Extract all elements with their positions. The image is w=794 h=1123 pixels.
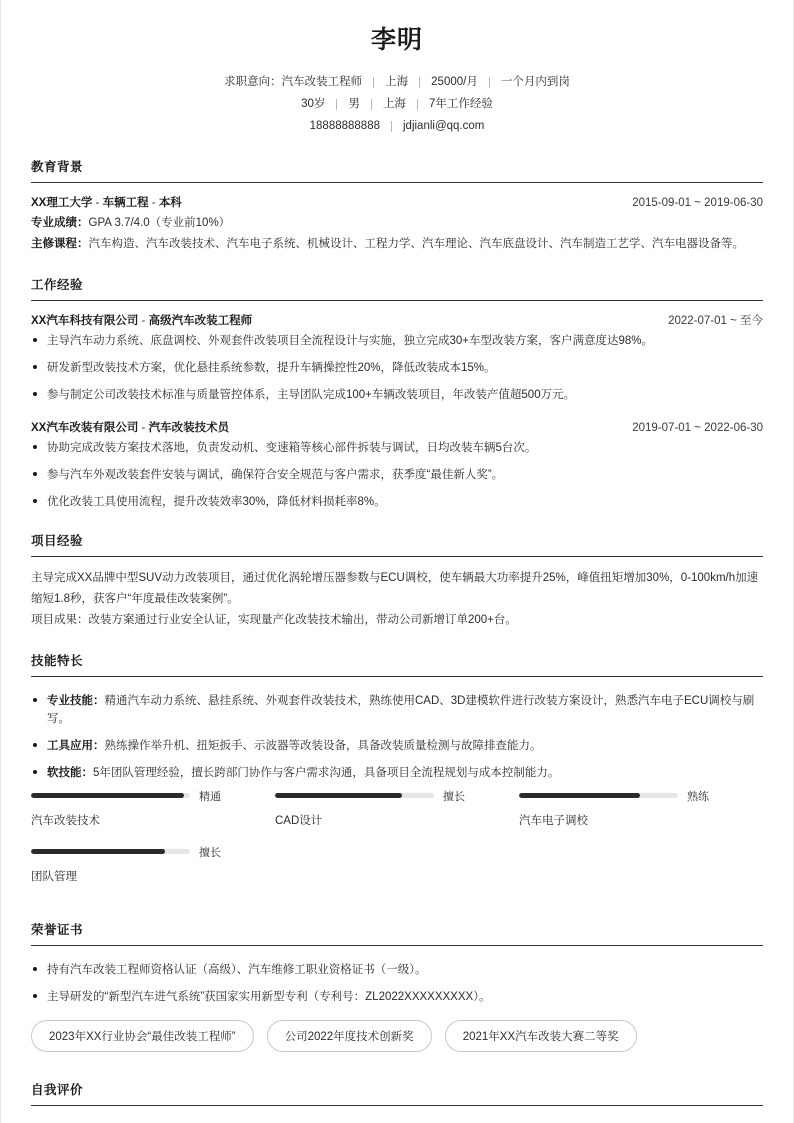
bullet-dot-icon: [33, 743, 37, 747]
personal-gender: 男: [348, 97, 360, 110]
meta-separator: [417, 99, 418, 110]
list-item: [31, 493, 763, 511]
list-item: [31, 692, 763, 728]
candidate-name: 李明: [370, 26, 423, 54]
education-school: XX理工大学: [31, 196, 93, 209]
list-item: [31, 386, 763, 404]
work-entry-head: [31, 419, 763, 435]
list-item: [31, 764, 763, 782]
honors-bullet-list: [31, 961, 763, 1006]
skill-bar-item: [31, 788, 275, 828]
skill-bullet-label: 工具应用：: [47, 739, 105, 752]
work-bullet-text: 研发新型改装技术方案，优化悬挂系统参数，提升车辆操控性20%，降低改装成本15%。: [47, 361, 496, 374]
list-item: [31, 332, 763, 350]
skills-bullet-list: [31, 692, 763, 782]
meta-separator: [419, 77, 420, 88]
education-major: 车辆工程: [102, 196, 149, 209]
bullet-dot-icon: [33, 365, 37, 369]
bullet-dot-icon: [33, 499, 37, 503]
job-intent-city: 上海: [385, 75, 409, 88]
section-project: [31, 531, 763, 631]
skill-bar-track: [31, 849, 190, 854]
section-body-skills: [31, 677, 763, 900]
skill-bullet-text: 精通汽车动力系统、悬挂系统、外观套件改装技术，熟练使用CAD、3D建模软件进行改装方案设计，熟悉汽车电子ECU调校与刷写。: [47, 694, 755, 725]
skill-bar-item: [275, 788, 519, 828]
work-bullet-text: 优化改装工具使用流程，提升改装效率30%，降低材料损耗率8%。: [47, 495, 386, 508]
skill-bullet-text: 熟练操作举升机、扭矩扳手、示波器等改装设备，具备改装质量检测与故障排查能力。: [104, 739, 542, 752]
job-intent-line: [31, 71, 763, 93]
education-courses-value: 汽车构造、汽车改装技术、汽车电子系统、机械设计、工程力学、汽车理论、汽车底盘设计、汽车制造工艺学、汽车电器设备等。: [88, 237, 744, 250]
skill-name-label: 团队管理: [31, 870, 77, 883]
skill-bar-row: [31, 844, 221, 860]
bullet-dot-icon: [33, 698, 37, 702]
section-skills: [31, 651, 763, 900]
skill-level-label: 熟练: [686, 790, 709, 803]
list-item: [31, 961, 763, 979]
work-entry-head: [31, 312, 763, 328]
meta-separator: [489, 77, 490, 88]
bullet-dot-icon: [33, 445, 37, 449]
skill-bar-track: [31, 793, 190, 798]
education-gpa-label: 专业成绩：: [31, 216, 89, 229]
skill-name-label: CAD设计: [274, 814, 323, 827]
skill-level-label: 擅长: [198, 846, 221, 859]
section-body-education: [31, 183, 763, 255]
skill-bar-track: [519, 793, 678, 798]
work-company: XX汽车科技有限公司: [31, 314, 139, 327]
education-courses-label: 主修课程：: [31, 237, 89, 250]
project-description: 主导完成XX品牌中型SUV动力改装项目，通过优化涡轮增压器参数与ECU调校，使车辆最大功率提升25%，峰值扭矩增加30%，0-100km/h加速缩短1.8秒，获客户“年度最佳改装案例”。: [31, 571, 759, 605]
skill-bar-track: [275, 793, 434, 798]
list-item: [31, 737, 763, 755]
work-entry: [31, 419, 763, 511]
bullet-dot-icon: [33, 967, 37, 971]
list-item: [31, 988, 763, 1006]
resume-header: [31, 0, 763, 137]
work-bullet-text: 参与制定公司改装技术标准与质量管控体系，主导团队完成100+车辆改装项目，年改装产值超500万元。: [47, 388, 576, 401]
education-entry-title: XX理工大学 - 车辆工程 - 本科: [31, 196, 182, 209]
skill-bullet-text: 5年团队管理经验，擅长跨部门协作与客户需求沟通，具备项目全流程规划与成本控制能力。: [93, 766, 560, 779]
skill-bar-item: [519, 788, 763, 828]
education-gpa-value: GPA 3.7/4.0（专业前10%）: [88, 216, 231, 229]
skill-bar-fill: [31, 793, 184, 798]
job-intent-label: 求职意向：: [224, 75, 282, 88]
skill-bar-fill: [31, 849, 165, 854]
personal-age: 30岁: [301, 97, 326, 110]
award-tag: 2023年XX行业协会“最佳改装工程师”: [31, 1020, 254, 1052]
section-body-honors: [31, 946, 763, 1062]
section-title-project: 项目经验: [31, 531, 763, 557]
work-entry: [31, 312, 763, 404]
work-entry-title: XX汽车改装有限公司 - 汽车改装技术员: [31, 421, 230, 434]
honor-bullet-text: 主导研发的“新型汽车进气系统”获国家实用新型专利（专利号：ZL2022XXXXXXXXX）。: [47, 990, 491, 1003]
bullet-dot-icon: [33, 770, 37, 774]
section-title-honors: 荣誉证书: [31, 920, 763, 946]
skill-bar-row: [31, 788, 221, 804]
personal-info-line: [31, 93, 763, 115]
project-outcome: 项目成果：改装方案通过行业安全认证，实现量产化改装技术输出，带动公司新增订单200+台。: [31, 613, 517, 626]
skill-name-label: 汽车电子调校: [518, 814, 588, 827]
bullet-dot-icon: [33, 472, 37, 476]
list-item: [31, 439, 763, 457]
skill-level-label: 精通: [198, 790, 221, 803]
meta-separator: [371, 99, 372, 110]
meta-separator: [336, 99, 337, 110]
work-bullet-list: [31, 332, 763, 404]
skill-name-label: 汽车改装技术: [31, 814, 100, 827]
work-bullet-text: 协助完成改装方案技术落地，负责发动机、变速箱等核心部件拆装与调试，日均改装车辆5台次。: [47, 441, 537, 454]
work-bullet-text: 参与汽车外观改装套件安装与调试，确保符合安全规范与客户需求，获季度“最佳新人奖”。: [47, 468, 504, 481]
personal-experience: 7年工作经验: [428, 97, 493, 110]
section-honors: [31, 920, 763, 1062]
contact-line: [31, 115, 763, 137]
work-date: 2019-07-01 ~ 2022-06-30: [632, 421, 763, 434]
job-intent-availability: 一个月内到岗: [500, 75, 570, 88]
section-title-education: 教育背景: [31, 157, 763, 183]
contact-email: jdjianli@qq.com: [403, 119, 485, 132]
contact-phone: 18888888888: [309, 119, 380, 132]
education-gpa-line: [31, 213, 763, 234]
job-intent-position: 汽车改装工程师: [281, 75, 363, 88]
education-degree: 本科: [158, 196, 182, 209]
work-role: 汽车改装技术员: [148, 421, 230, 434]
work-bullet-list: [31, 439, 763, 511]
work-role: 高级汽车改装工程师: [148, 314, 253, 327]
skill-bullet-label: 软技能：: [47, 766, 93, 779]
education-date: 2015-09-01 ~ 2019-06-30: [632, 196, 763, 209]
skill-bar-row: [275, 788, 465, 804]
section-body-project: [31, 557, 763, 631]
award-tag: 公司2022年度技术创新奖: [267, 1020, 432, 1052]
skill-bar-row: [519, 788, 709, 804]
work-bullet-text: 主导汽车动力系统、底盘调校、外观套件改装项目全流程设计与实施，独立完成30+车型改装方案，客户满意度达98%。: [47, 334, 654, 347]
honor-bullet-text: 持有汽车改装工程师资格认证（高级）、汽车维修工职业资格证书（一级）。: [47, 963, 427, 976]
work-entry-title: XX汽车科技有限公司 - 高级汽车改装工程师: [31, 314, 253, 327]
education-courses-line: [31, 234, 763, 255]
list-item: [31, 466, 763, 484]
skill-bar-fill: [275, 793, 402, 798]
resume-content: [1, 0, 793, 1106]
skill-bar-grid: [31, 788, 763, 900]
work-company: XX汽车改装有限公司: [31, 421, 139, 434]
bullet-dot-icon: [33, 994, 37, 998]
work-date: 2022-07-01 ~ 至今: [668, 314, 763, 327]
section-work: [31, 275, 763, 511]
award-tag-row: [31, 1020, 763, 1062]
section-title-skills: 技能特长: [31, 651, 763, 677]
skill-level-label: 擅长: [442, 790, 465, 803]
meta-separator: [391, 121, 392, 132]
section-self-evaluation: [31, 1080, 763, 1106]
bullet-dot-icon: [33, 392, 37, 396]
job-intent-salary: 25000/月: [431, 75, 478, 88]
section-body-work: [31, 301, 763, 511]
bullet-dot-icon: [33, 338, 37, 342]
skill-bar-fill: [519, 793, 640, 798]
section-education: [31, 157, 763, 255]
skill-bullet-label: 专业技能：: [47, 694, 105, 707]
skill-bar-item: [31, 844, 275, 884]
award-tag: 2021年XX汽车改装大赛二等奖: [445, 1020, 637, 1052]
section-title-self-evaluation: 自我评价: [31, 1080, 763, 1106]
section-title-work: 工作经验: [31, 275, 763, 301]
education-entry-head: [31, 194, 763, 210]
meta-separator: [373, 77, 374, 88]
personal-city: 上海: [382, 97, 406, 110]
list-item: [31, 359, 763, 377]
